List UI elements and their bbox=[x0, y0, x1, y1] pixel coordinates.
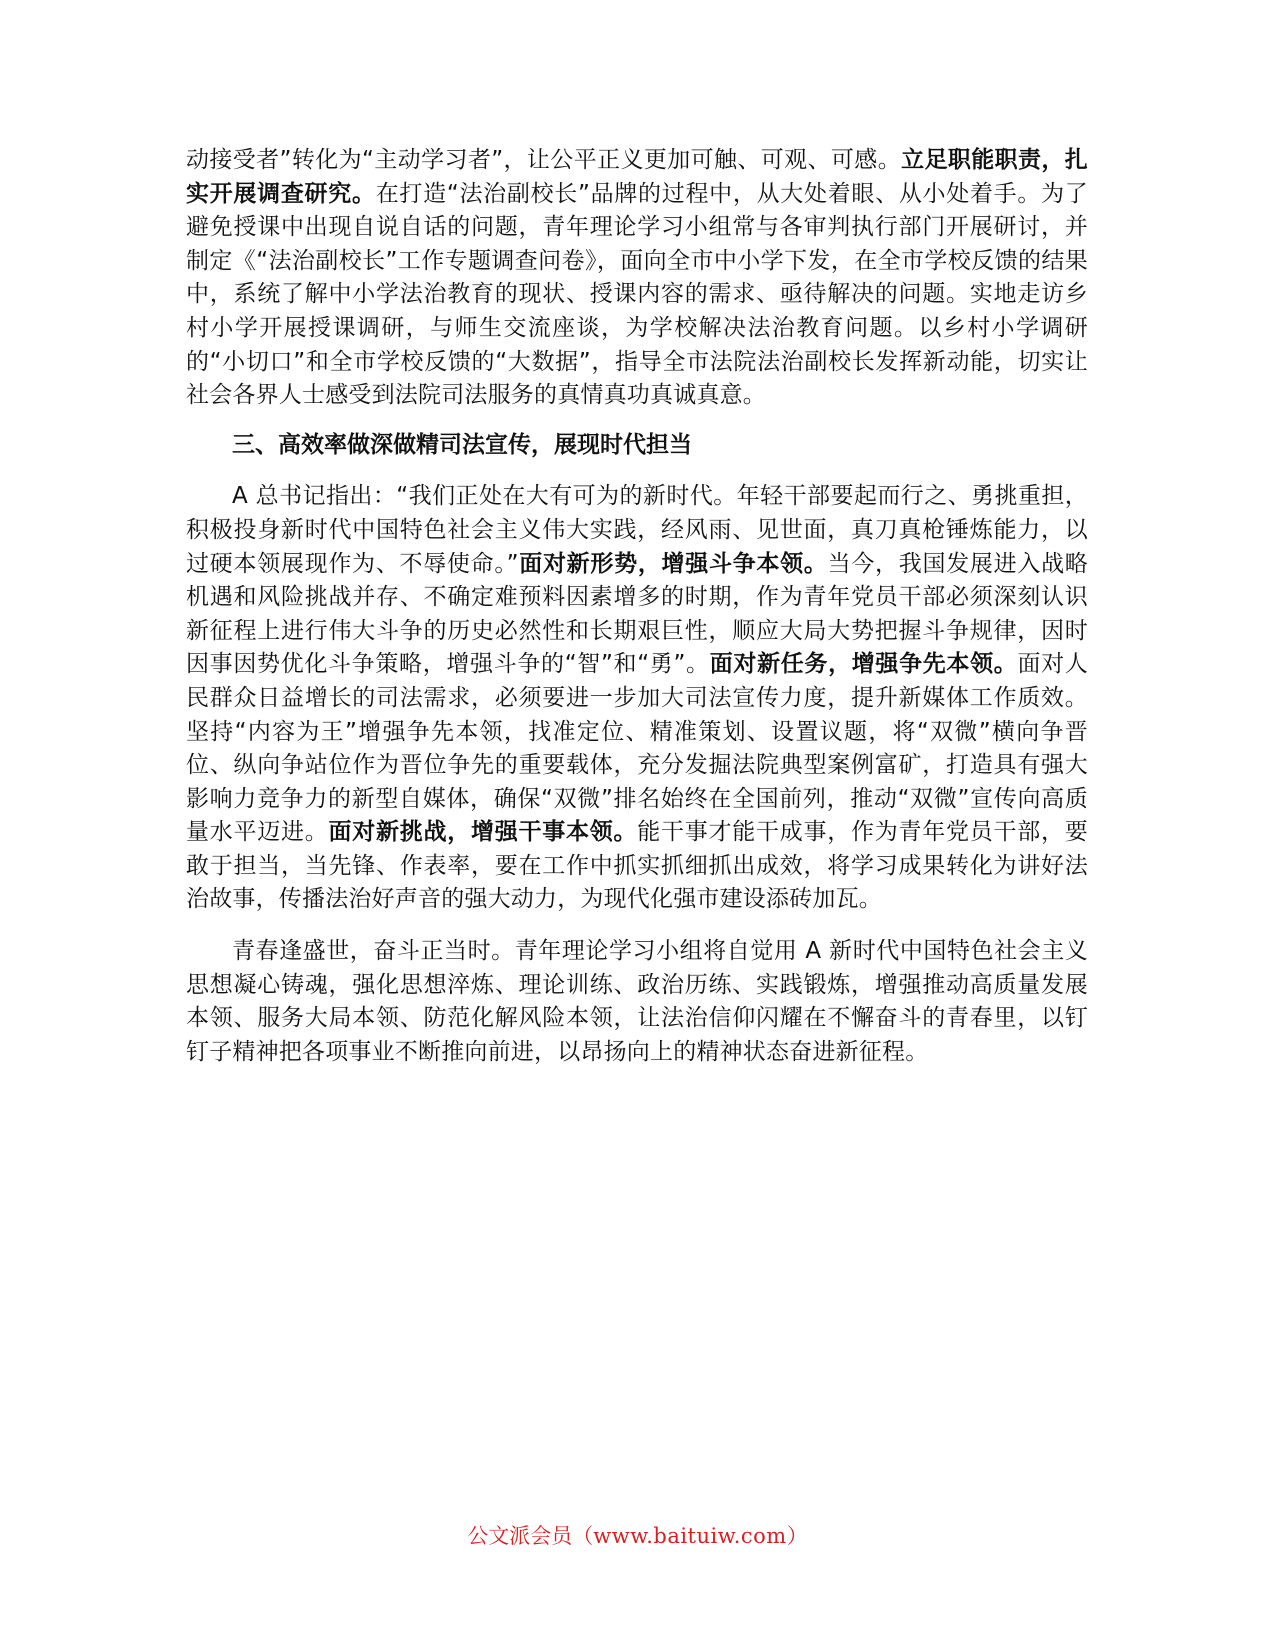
bold-lead-phrase: 立足职能职责，扎实开展调查研究。 bbox=[186, 147, 1088, 207]
section-heading: 三、高效率做深做精司法宣传，展现时代担当 bbox=[232, 431, 692, 458]
bold-lead-phrase: 面对新任务，增强争先本领。 bbox=[709, 651, 1018, 678]
paragraph-text: 面对人民群众日益增长的司法需求，必须要进一步加大司法宣传力度，提升新媒体工作质效。坚持“内容为王”增强争先本领，找准定位、精准策划、设置议题，将“双微”横向争晋位、纵向争站位作为晋位争先的重要载体，充分发掘法院典型案例富矿，打造具有强大影响力竞争力的新型自媒体，确保“双微”排名始终在全国前列，推动“双微”宣传向高质量水平迈进。 bbox=[186, 651, 1088, 846]
document-body bbox=[186, 144, 1088, 1069]
paragraph-conclusion: 青春逢盛世，奋斗正当时。青年理论学习小组将自觉用 A 新时代中国特色社会主义思想凝心铸魂，强化思想淬炼、理论训练、政治历练、实践锻炼，增强推动高质量发展本领、服务大局本领、防范化解风险本领，让法治信仰闪耀在不懈奋斗的青春里，以钉钉子精神把各项事业不断推向前进，以昂扬向上的精神状态奋进新征程。 bbox=[186, 938, 1088, 1065]
paragraph-text: 当今，我国发展进入战略机遇和风险挑战并存、不确定难预料因素增多的时期，作为青年党员干部必须深刻认识新征程上进行伟大斗争的历史必然性和长期艰巨性，顺应大局大势把握斗争规律，因时因事因势优化斗争策略，增强斗争的“智”和“勇”。 bbox=[186, 550, 1088, 678]
footer-url-link[interactable]: www.baituiw.com bbox=[593, 1524, 787, 1548]
paragraph-text: 动接受者”转化为“主动学习者”，让公平正义更加可触、可观、可感。 bbox=[186, 147, 902, 173]
bold-lead-phrase: 面对新形势，增强斗争本领。 bbox=[518, 550, 828, 577]
footer-watermark bbox=[0, 1522, 1275, 1550]
footer-paren: ） bbox=[786, 1524, 808, 1548]
paragraph-text: 在打造“法治副校长”品牌的过程中，从大处着眼、从小处着手。为了避免授课中出现自说自话的问题，青年理论学习小组常与各审判执行部门开展研讨，并制定《“法治副校长”工作专题调查问卷》，面向全市中小学下发，在全市学校反馈的结果中，系统了解中小学法治教育的现状、授课内容的需求、亟待解决的问题。实地走访乡村小学开展授课调研，与师生交流座谈，为学校解决法治教育问题。以乡村小学调研的“小切口”和全市学校反馈的“大数据”，指导全市法院法治副校长发挥新动能，切实让社会各界人士感受到法院司法服务的真情真功真诚真意。 bbox=[186, 180, 1089, 409]
paragraph-continuation bbox=[186, 144, 1088, 413]
bold-lead-phrase: 面对新挑战，增强干事本领。 bbox=[328, 819, 638, 846]
paragraph-text: 能干事才能干成事，作为青年党员干部，要敢于担当，当先锋、作表率，要在工作中抓实抓细抓出成效，将学习成果转化为讲好法治故事，传播法治好声音的强大动力，为现代化强市建设添砖加瓦。 bbox=[186, 819, 1088, 913]
paragraph-text: A 总书记指出：“我们正处在大有可为的新时代。年轻干部要起而行之、勇挑重担，积极投身新时代中国特色社会主义伟大实践，经风雨、见世面，真刀真枪锤炼能力，以过硬本领展现作为、不辱使命。” bbox=[186, 483, 1088, 577]
footer-label: 公文派会员（ bbox=[467, 1524, 594, 1548]
paragraph-section-three bbox=[186, 480, 1088, 917]
